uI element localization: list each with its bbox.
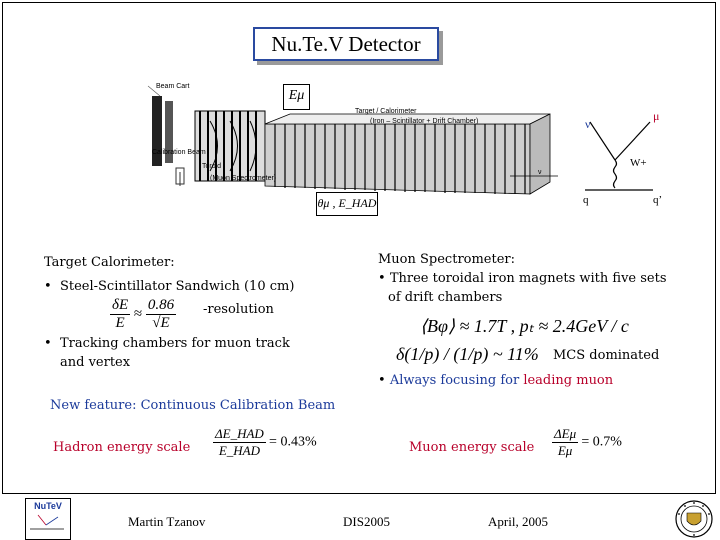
muon-value: = 0.7% [581, 434, 622, 450]
resolution-suffix: -resolution [203, 302, 274, 317]
muon-scale-label: Muon energy scale [409, 440, 535, 455]
muon-scale-formula [552, 426, 622, 459]
angle-energy-box: θμ , E_HAD [316, 192, 378, 216]
res-den: E [115, 315, 125, 331]
muon-bullet-1: • Three toroidal iron magnets with five sets [378, 271, 667, 286]
hadron-scale-formula [213, 426, 317, 459]
mcs-dominated-label: MCS dominated [553, 348, 660, 363]
nutev-logo [25, 498, 71, 540]
energy-resolution-formula: $\frac{\delta E}{E}$ ≈ $\frac{0.86}{√E}$ [112, 297, 175, 331]
feynman-q-label: q [583, 194, 589, 206]
hadron-scale-label: Hadron energy scale [53, 440, 191, 455]
hadron-den: E_HAD [218, 443, 260, 458]
muon-den: Eμ [557, 443, 573, 458]
w-boson-line [614, 160, 617, 188]
target-bullet-2-line2: and vertex [60, 355, 131, 370]
res-rhs-den: √E [152, 315, 170, 331]
slide-title: Nu.Te.V Detector [253, 27, 439, 61]
target-calorimeter-heading: Target Calorimeter: [44, 255, 175, 270]
muon-bullet-2: • Always focusing for leading muon [378, 373, 614, 388]
footer-conference: DIS2005 [343, 514, 390, 529]
hadron-num: ΔE_HAD [215, 426, 264, 441]
target-calorimeter-stack [195, 111, 265, 181]
res-num: δE [112, 297, 129, 313]
muon-energy-box: Eμ [283, 84, 310, 110]
label-target-sub: (Iron – Scintillator + Drift Chamber) [370, 118, 479, 125]
nutev-logo-graphic [26, 511, 68, 535]
muon-bullet-1-line2: of drift chambers [388, 290, 503, 305]
university-seal-icon [674, 499, 714, 539]
muon-bullet-2-highlight: leading muon [523, 373, 614, 388]
label-beam-cart: Beam Cart [156, 83, 190, 90]
footer-date: April, 2005 [488, 514, 548, 529]
hadron-value: = 0.43% [269, 434, 317, 450]
label-calibration: Calibration Beam [152, 149, 206, 156]
feynman-mu-label: μ [653, 109, 660, 123]
muon-bullet-1-line1: Three toroidal iron magnets with five sets [389, 271, 667, 286]
muon-bullet-2-prefix: Always focusing for [389, 373, 520, 388]
feynman-w-label: W+ [630, 157, 647, 169]
target-bullet-2-line1: Tracking chambers for muon track [59, 336, 290, 351]
muon-spectrometer-heading: Muon Spectrometer: [378, 252, 516, 267]
label-target: Target / Calorimeter [355, 108, 417, 115]
feynman-diagram [575, 102, 685, 214]
muon-num: ΔEμ [554, 426, 577, 441]
field-momentum-formula: ⟨Bφ⟩ ≈ 1.7T , pₜ ≈ 2.4GeV / c [420, 316, 629, 336]
feynman-qprime-label: q’ [653, 194, 663, 206]
label-nu-beam: ν [538, 169, 542, 176]
neutrino-line [590, 122, 615, 160]
momentum-resolution-formula: δ(1/p) / (1/p) ~ 11% [396, 344, 539, 364]
label-toroid: Toroid [202, 163, 222, 170]
calibration-heading: New feature: Continuous Calibration Beam [50, 398, 336, 413]
target-bullet-1: • Steel-Scintillator Sandwich (10 cm) [44, 279, 295, 294]
footer-author: Martin Tzanov [128, 514, 206, 529]
target-bullet-1-text: Steel-Scintillator Sandwich (10 cm) [59, 279, 295, 294]
feynman-nu-label: ν [585, 117, 591, 131]
label-toroid-sub: (Muon Spectrometer) [210, 175, 277, 182]
nutev-logo-text: NuTeV [34, 501, 62, 511]
res-rhs-num: 0.86 [147, 297, 175, 313]
muon-line [615, 122, 650, 160]
target-bullet-2: • Tracking chambers for muon track [44, 336, 290, 351]
